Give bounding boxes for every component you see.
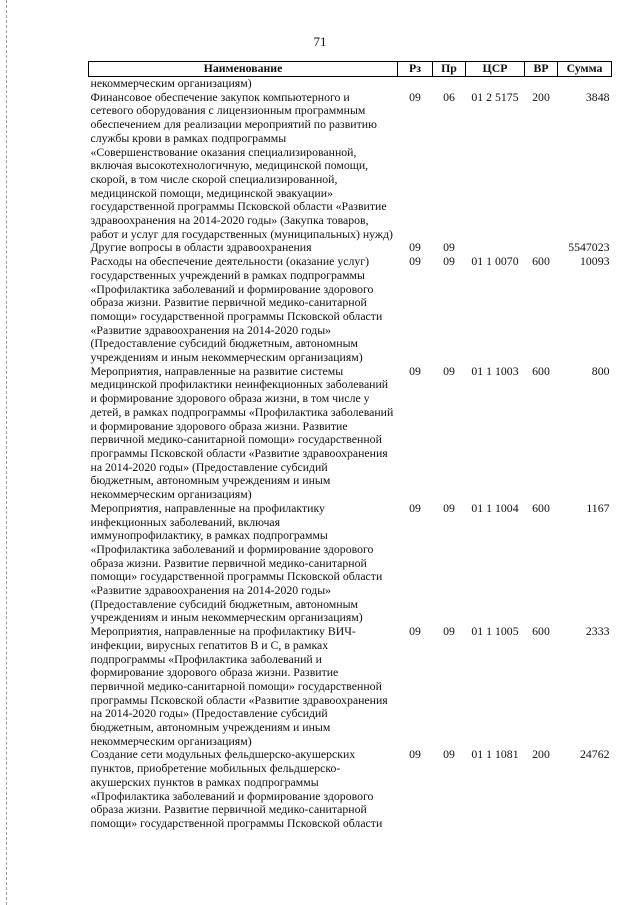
- header-vr: ВР: [525, 62, 558, 77]
- row-vr: 600: [532, 500, 550, 515]
- row-pr: 09: [443, 500, 455, 515]
- row-csr: [466, 241, 525, 255]
- table-row: [89, 748, 612, 830]
- row-sum: 2333: [585, 624, 610, 639]
- row-csr: 01 1 1004: [471, 500, 519, 515]
- header-csr: ЦСР: [466, 62, 525, 77]
- row-rz: 09: [409, 500, 421, 515]
- page-edge-rule: [6, 0, 7, 905]
- row-sum: [558, 77, 612, 91]
- row-name: Мероприятия, направленные на развитие системы медицинской профилактики неинфекционных заболеваний и формирование здорового образа жизни, в том числе у детей, в рамках подпрограммы «Профилактика заболеваний и формирование здорового образа жизни. Развитие первичной медико-санитарной помощи» государственной программы Псковской области «Развитие здравоохранения на 2014-2020 годы» (Предоставление субсидий бюджетным, автономным учреждениям и иным некоммерческим организациям): [90, 363, 394, 502]
- row-rz: 09: [409, 240, 421, 255]
- header-name: Наименование: [89, 62, 398, 77]
- row-vr: 600: [532, 363, 550, 378]
- table-row: [89, 502, 612, 625]
- header-pr: Пр: [433, 62, 466, 77]
- table-header-row: [89, 62, 612, 77]
- row-name: Мероприятия, направленные на профилактику ВИЧ-инфекции, вирусных гепатитов В и С, в рамках подпрограммы «Профилактика заболеваний и формирование здорового образа жизни. Развитие первичной медико-санитарной помощи» государственной программы Псковской области «Развитие здравоохранения на 2014-2020 годы» (Предоставление субсидий бюджетным, автономным учреждениям и иным некоммерческим организациям): [90, 624, 388, 748]
- table-row: [89, 91, 612, 242]
- table-row: [89, 255, 612, 365]
- row-rz: 09: [409, 89, 421, 104]
- row-pr: 09: [443, 747, 455, 762]
- row-pr: 06: [443, 89, 455, 104]
- row-rz: 09: [409, 747, 421, 762]
- row-vr: 200: [532, 747, 550, 762]
- row-pr: 09: [443, 240, 455, 255]
- table-row: [89, 365, 612, 502]
- table-row: [89, 77, 612, 91]
- table-row: [89, 625, 612, 748]
- budget-table: [88, 61, 612, 831]
- row-csr: 01 1 1005: [471, 624, 519, 639]
- row-sum: 24762: [580, 747, 610, 762]
- row-csr: 01 1 1081: [471, 747, 519, 762]
- row-rz: [398, 77, 433, 91]
- header-sum: Сумма: [558, 62, 612, 77]
- row-name: Расходы на обеспечение деятельности (оказание услуг) государственных учреждений в рамках подпрограммы «Профилактика заболеваний и формирование здорового образа жизни. Развитие первичной медико-санитарной помощи» государственной программы Псковской области «Развитие здравоохранения на 2014-2020 годы» (Предоставление субсидий бюджетным, автономным учреждениям и иным некоммерческим организациям): [90, 254, 383, 365]
- row-csr: 01 2 5175: [471, 89, 519, 104]
- row-sum: 5547023: [568, 240, 610, 255]
- header-rz: Рз: [398, 62, 433, 77]
- row-name: некоммерческим организациям): [90, 76, 252, 90]
- row-name: Другие вопросы в области здравоохранения: [90, 240, 312, 255]
- row-sum: 800: [591, 363, 610, 378]
- row-vr: [525, 241, 558, 255]
- row-vr: 600: [532, 254, 550, 269]
- row-rz: 09: [409, 363, 421, 378]
- row-name: Мероприятия, направленные на профилактику инфекционных заболеваний, включая иммунопрофилактику, в рамках подпрограммы «Профилактика заболеваний и формирование здорового образа жизни. Развитие первичной медико-санитарной помощи» государственной программы Псковской области «Развитие здравоохранения на 2014-2020 годы» (Предоставление субсидий бюджетным, автономным учреждениям и иным некоммерческим организациям): [90, 500, 383, 625]
- row-name: Финансовое обеспечение закупок компьютерного и сетевого оборудования с лицензионным программным обеспечением для реализации мероприятий по развитию службы крови в рамках подпрограммы «Совершенствование оказания специализированной, включая высокотехнологичную, медицинской помощи, скорой, в том числе скорой специализированной, медицинской помощи, медицинской эвакуации» государственной программы Псковской области «Развитие здравоохранения на 2014-2020 годы» (Закупка товаров, работ и услуг для государственных (муниципальных) нужд): [90, 89, 393, 241]
- row-csr: 01 1 0070: [471, 254, 519, 269]
- row-rz: 09: [409, 624, 421, 639]
- row-vr: 600: [532, 624, 550, 639]
- row-pr: 09: [443, 624, 455, 639]
- row-vr: 200: [532, 89, 550, 104]
- row-csr: 01 1 1003: [471, 363, 519, 378]
- row-pr: 09: [443, 363, 455, 378]
- table-row: [89, 241, 612, 255]
- row-csr: [466, 77, 525, 91]
- row-pr: 09: [443, 254, 455, 269]
- row-vr: [525, 77, 558, 91]
- row-sum: 10093: [580, 254, 610, 269]
- row-pr: [433, 77, 466, 91]
- row-name: Создание сети модульных фельдшерско-акушерских пунктов, приобретение мобильных фельдшерско-акушерских пунктов в рамках подпрограммы «Профилактика заболеваний и формирование здорового образа жизни. Развитие первичной медико-санитарной помощи» государственной программы Псковской области: [90, 747, 383, 830]
- row-sum: 1167: [586, 500, 610, 515]
- page-number: 71: [313, 34, 327, 49]
- row-rz: 09: [409, 254, 421, 269]
- row-sum: 3848: [585, 89, 610, 104]
